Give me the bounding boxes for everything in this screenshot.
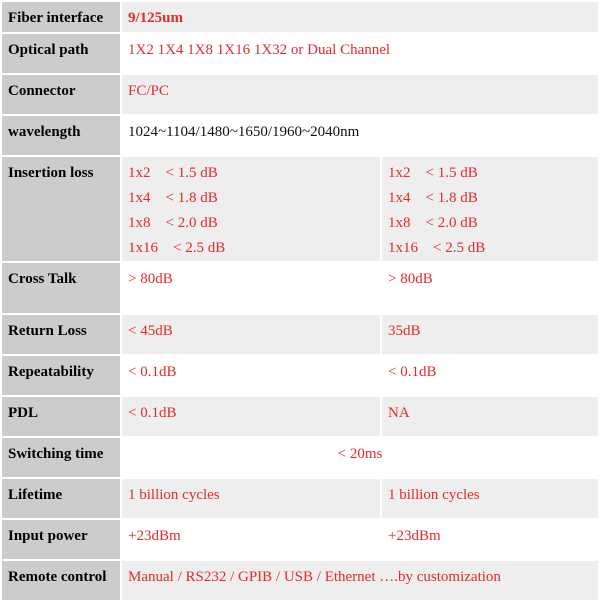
label-cross-talk: Cross Talk <box>2 263 120 313</box>
label-switching-time: Switching time <box>2 438 120 477</box>
insertion-loss-line: 1x16 < 2.5 dB <box>128 240 226 256</box>
value-fiber-interface: 9/125um <box>122 2 598 32</box>
insertion-loss-line: 1x8 < 2.0 dB <box>388 215 478 231</box>
value-wavelength: 1024~1104/1480~1650/1960~2040nm <box>122 116 598 155</box>
value-cross-talk-col2: > 80dB <box>382 263 598 313</box>
value-return-loss-col2: 35dB <box>382 315 598 354</box>
label-pdl: PDL <box>2 397 120 436</box>
value-lifetime-col1: 1 billion cycles <box>122 479 380 518</box>
insertion-loss-line: 1x16 < 2.5 dB <box>388 240 486 256</box>
value-pdl-col2: NA <box>382 397 598 436</box>
insertion-loss-line: 1x8 < 2.0 dB <box>128 215 218 231</box>
row-lifetime <box>2 479 598 518</box>
row-pdl <box>2 397 598 436</box>
row-connector <box>2 75 598 114</box>
value-cross-talk-col1: > 80dB <box>122 263 380 313</box>
value-input-power-col1: +23dBm <box>122 520 380 559</box>
insertion-loss-line: 1x2 < 1.5 dB <box>388 165 478 181</box>
label-lifetime: Lifetime <box>2 479 120 518</box>
row-cross-talk <box>2 263 598 313</box>
row-insertion-loss <box>2 157 598 261</box>
row-optical-path <box>2 34 598 73</box>
label-insertion-loss: Insertion loss <box>2 157 120 261</box>
label-return-loss: Return Loss <box>2 315 120 354</box>
label-optical-path: Optical path <box>2 34 120 73</box>
row-fiber-interface <box>2 2 598 32</box>
row-return-loss <box>2 315 598 354</box>
value-lifetime-col2: 1 billion cycles <box>382 479 598 518</box>
row-remote-control <box>2 561 598 600</box>
insertion-loss-line: 1x4 < 1.8 dB <box>128 190 218 206</box>
value-connector: FC/PC <box>122 75 598 114</box>
label-repeatability: Repeatability <box>2 356 120 395</box>
label-wavelength: wavelength <box>2 116 120 155</box>
value-remote-control: Manual / RS232 / GPIB / USB / Ethernet ….by customization <box>122 561 598 600</box>
row-input-power <box>2 520 598 559</box>
row-switching-time <box>2 438 598 477</box>
insertion-loss-line: 1x4 < 1.8 dB <box>388 190 478 206</box>
value-insertion-loss-col1 <box>122 157 380 261</box>
label-connector: Connector <box>2 75 120 114</box>
value-return-loss-col1: < 45dB <box>122 315 380 354</box>
value-repeatability-col1: < 0.1dB <box>122 356 380 395</box>
insertion-loss-line: 1x2 < 1.5 dB <box>128 165 218 181</box>
value-optical-path: 1X2 1X4 1X8 1X16 1X32 or Dual Channel <box>122 34 598 73</box>
value-switching-time: < 20ms <box>122 438 598 477</box>
value-insertion-loss-col2 <box>382 157 598 261</box>
label-remote-control: Remote control <box>2 561 120 600</box>
value-pdl-col1: < 0.1dB <box>122 397 380 436</box>
row-repeatability <box>2 356 598 395</box>
row-wavelength <box>2 116 598 155</box>
label-fiber-interface: Fiber interface <box>2 2 120 32</box>
value-input-power-col2: +23dBm <box>382 520 598 559</box>
value-repeatability-col2: < 0.1dB <box>382 356 598 395</box>
label-input-power: Input power <box>2 520 120 559</box>
